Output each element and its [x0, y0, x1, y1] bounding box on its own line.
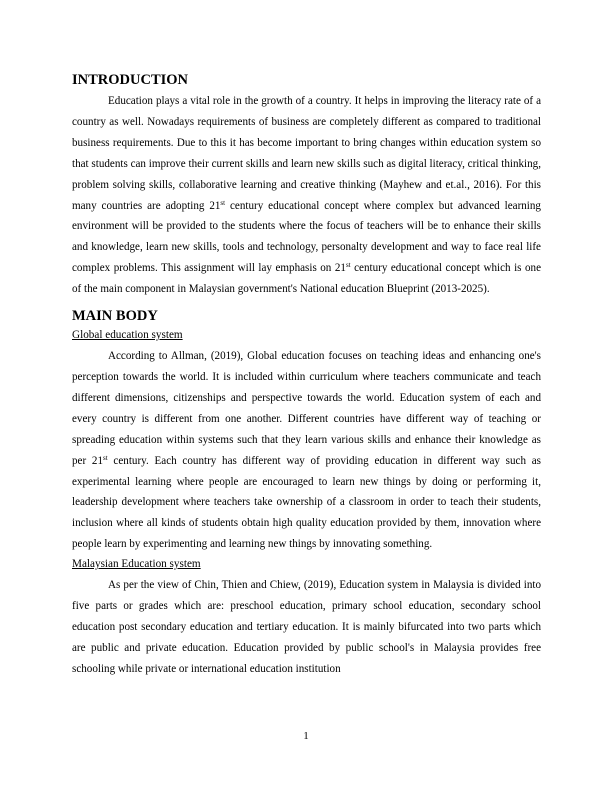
document-page — [72, 72, 541, 680]
malaysian-text-1: As per the view of Chin, Thien and Chiew, (2019), Education system in Malaysia is divided into five parts or grades which are: preschool education, primary school education, secondary school education post secondary education and tertiary education. It is mainly bifurcated into two parts which are public and private education. Education provided by public school's in Malaysia provides free schooling while private or international education institution — [72, 579, 541, 675]
malaysian-education-subheading: Malaysian Education system — [72, 558, 201, 571]
introduction-text-1: Education plays a vital role in the growth of a country. It helps in improving the literacy rate of a country as well. Nowadays requirements of business are completely different as compared to traditional business requirements. Due to this it has become important to bring changes within education system so that students can improve their current skills and learn new skills such as digital literacy, critical thinking, problem solving skills, collaborative learning and creative thinking (Mayhew and et.al., 2016). For this many countries are adopting 21 — [72, 95, 541, 212]
superscript-st: st — [103, 453, 108, 462]
introduction-text-2: century educational concept where complex but advanced learning environment will be provided to the students where the focus of teachers will be to enhance their skills and knowledge, learn new skills, tools and technology, personalty development and way to face real life complex problems. This assignment will lay emphasis on 21 — [72, 199, 541, 275]
introduction-heading: INTRODUCTION — [72, 72, 189, 88]
superscript-st: st — [220, 198, 226, 207]
global-text-1: According to Allman, (2019), Global education focuses on teaching ideas and enhancing one's perception towards the world. It is included within curriculum where teachers communicate and teach different dimensions, citizenships and perspective towards the world. Education system of each and every country is different from one another. Different countries have different way of teaching or spreading education within systems such that they learn various skills and enhance their knowledge as per 21 — [72, 350, 541, 467]
global-education-paragraph — [72, 346, 541, 555]
page-number: 1 — [303, 730, 309, 742]
global-education-subheading: Global education system — [72, 329, 183, 342]
introduction-text-3: century educational concept which is one of the main component in Malaysian government's National education Blueprint (2013-2025). — [72, 262, 541, 296]
malaysian-education-paragraph — [72, 575, 541, 680]
superscript-st: st — [345, 261, 351, 270]
introduction-paragraph — [72, 91, 541, 300]
global-text-2: century. Each country has different way of providing education in different way such as experimental learning where people are encouraged to learn new things by doing or performing it, leadership development where teachers take ownership of a classroom in order to teach their students, inclusion where all kinds of students obtain high quality education provided by them, innovation where people learn by experimenting and learning new things by innovating something. — [72, 454, 541, 551]
main-body-heading: MAIN BODY — [72, 308, 158, 325]
